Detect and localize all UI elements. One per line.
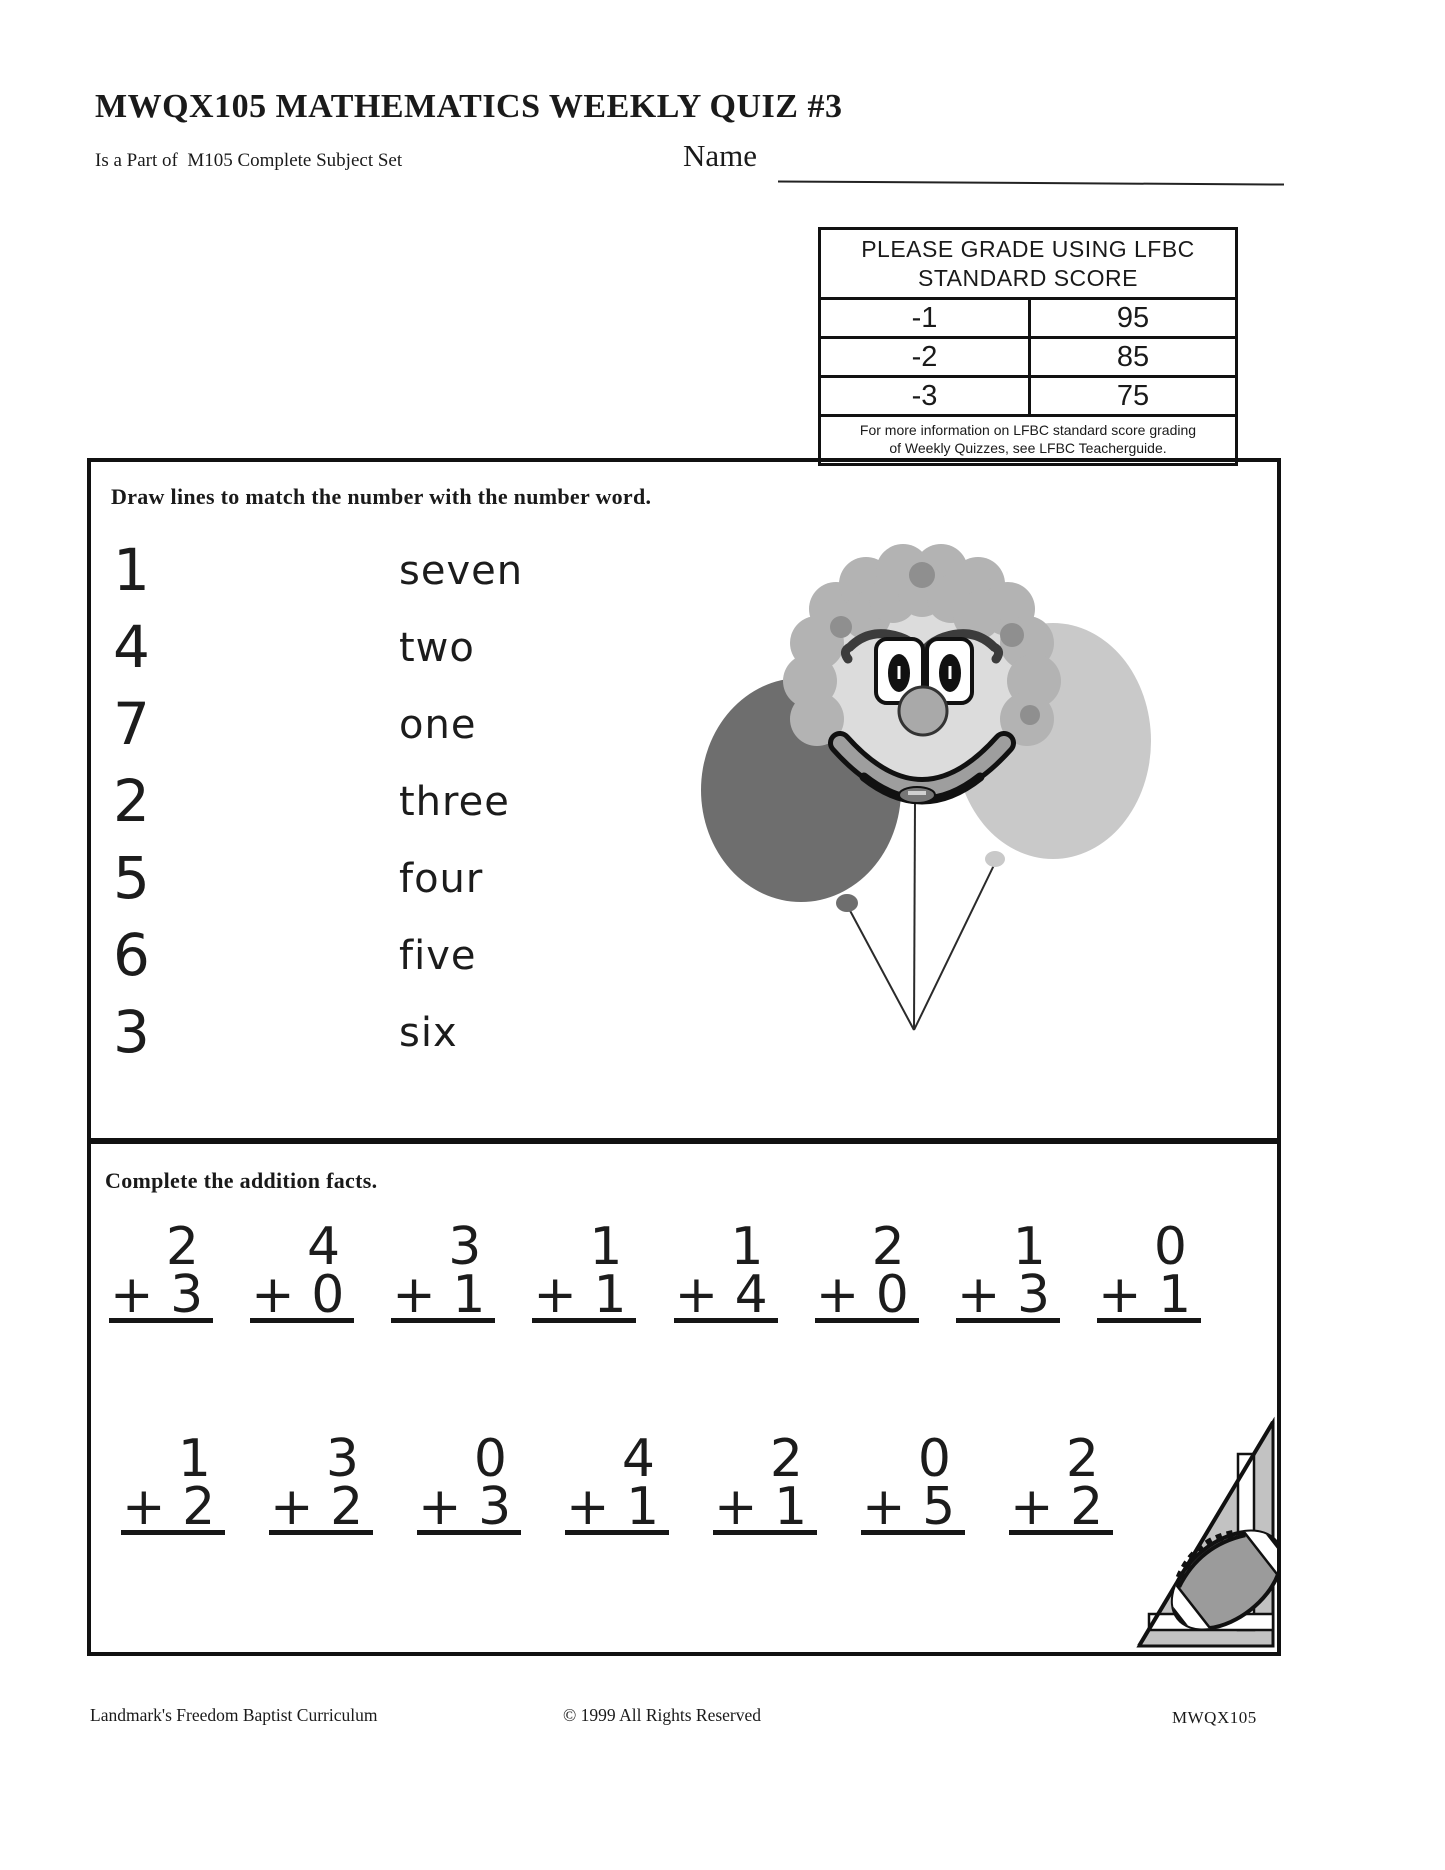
match-row (113, 532, 673, 609)
grade-table-footnote (821, 417, 1235, 464)
match-row (113, 840, 673, 917)
addition-instruction: Complete the addition facts. (105, 1168, 378, 1193)
addend-bottom: + 0 (250, 1272, 354, 1323)
match-number: 2 (113, 767, 150, 835)
page-title: MWQX105 MATHEMATICS WEEKLY QUIZ #3 (95, 88, 843, 125)
addition-problem (532, 1217, 636, 1325)
addend-top: 1 (1012, 1217, 1046, 1277)
addition-row-1 (109, 1217, 1201, 1325)
addend-bottom: + 3 (417, 1484, 521, 1535)
score-cell: 75 (1116, 379, 1150, 412)
addend-bottom: + 1 (1097, 1272, 1201, 1323)
addition-problem (565, 1429, 669, 1537)
worksheet-box (87, 458, 1281, 1656)
match-row (113, 994, 673, 1071)
addend-top: 0 (473, 1429, 507, 1489)
addend-bottom: + 3 (109, 1272, 213, 1323)
match-word: three (399, 778, 510, 825)
match-number: 3 (113, 998, 150, 1066)
match-word: seven (399, 547, 524, 594)
addend-bottom: + 1 (391, 1272, 495, 1323)
match-row (113, 609, 673, 686)
footer-copyright: © 1999 All Rights Reserved (563, 1705, 762, 1725)
match-number: 5 (113, 844, 150, 912)
addend-top: 0 (1153, 1217, 1187, 1277)
deduction-cell: -3 (821, 378, 1031, 414)
addend-bottom: + 1 (532, 1272, 636, 1323)
addend-top: 4 (307, 1217, 341, 1277)
addition-problem (250, 1217, 354, 1325)
addend-top: 2 (165, 1217, 199, 1277)
match-word: one (399, 701, 477, 748)
addend-top: 1 (730, 1217, 764, 1277)
match-word: five (399, 932, 477, 979)
section-divider (87, 1138, 1281, 1144)
footer-publisher: Landmark's Freedom Baptist Curriculum (90, 1705, 378, 1725)
addition-problem (1097, 1217, 1201, 1325)
footer-code: MWQX105 (1172, 1708, 1257, 1727)
name-label: Name (683, 138, 758, 173)
addition-problem (121, 1429, 225, 1537)
page-subtitle: Is a Part of M105 Complete Subject Set (95, 150, 403, 171)
addend-top: 4 (621, 1429, 655, 1489)
addend-bottom: + 4 (674, 1272, 778, 1323)
match-number: 4 (113, 613, 150, 681)
addend-bottom: + 3 (956, 1272, 1060, 1323)
addend-top: 0 (917, 1429, 951, 1489)
addend-bottom: + 0 (815, 1272, 919, 1323)
addition-problem (391, 1217, 495, 1325)
addend-bottom: + 1 (713, 1484, 817, 1535)
deduction-cell: -1 (821, 300, 1031, 336)
grade-table-footnote-line1: For more information on LFBC standard score grading (859, 421, 1197, 438)
score-cell: 85 (1116, 340, 1150, 373)
addition-problem (861, 1429, 965, 1537)
addition-problem (109, 1217, 213, 1325)
match-row (113, 763, 673, 840)
matching-instruction: Draw lines to match the number with the number word. (111, 484, 652, 509)
match-row (113, 686, 673, 763)
name-blank-line (778, 180, 1284, 185)
addend-top: 2 (769, 1429, 803, 1489)
addition-row-2 (121, 1429, 1113, 1537)
addend-top: 1 (177, 1429, 211, 1489)
addition-problem (1009, 1429, 1113, 1537)
deduction-cell: -2 (821, 339, 1031, 375)
addend-top: 2 (871, 1217, 905, 1277)
addend-bottom: + 2 (121, 1484, 225, 1535)
addition-problem (815, 1217, 919, 1325)
grade-table (818, 227, 1238, 466)
addition-problem (956, 1217, 1060, 1325)
match-number: 7 (113, 690, 150, 758)
match-number: 6 (113, 921, 150, 989)
addend-bottom: + 5 (861, 1484, 965, 1535)
grade-table-header-line1: PLEASE GRADE USING LFBC (861, 236, 1195, 262)
addition-problem (269, 1429, 373, 1537)
addition-problem (417, 1429, 521, 1537)
addend-top: 1 (589, 1217, 623, 1277)
match-number: 1 (113, 536, 150, 604)
addend-top: 2 (1065, 1429, 1099, 1489)
table-row (821, 378, 1235, 417)
table-row (821, 339, 1235, 378)
match-word: four (399, 855, 484, 902)
addend-bottom: + 2 (269, 1484, 373, 1535)
grade-table-header (821, 230, 1235, 300)
match-word: six (399, 1009, 458, 1056)
grade-table-footnote-line2: of Weekly Quizzes, see LFBC Teacherguide. (889, 440, 1167, 457)
addition-problem (674, 1217, 778, 1325)
addition-problem (713, 1429, 817, 1537)
match-word: two (399, 624, 475, 671)
score-cell: 95 (1116, 301, 1150, 334)
clown-balloon-bouquet-illustration (664, 539, 1164, 1049)
addend-bottom: + 1 (565, 1484, 669, 1535)
grade-table-header-line2: STANDARD SCORE (918, 264, 1138, 291)
football-corner-decoration (1135, 1416, 1277, 1652)
addend-top: 3 (325, 1429, 359, 1489)
addend-top: 3 (448, 1217, 482, 1277)
addend-bottom: + 2 (1009, 1484, 1113, 1535)
table-row (821, 300, 1235, 339)
match-row (113, 917, 673, 994)
